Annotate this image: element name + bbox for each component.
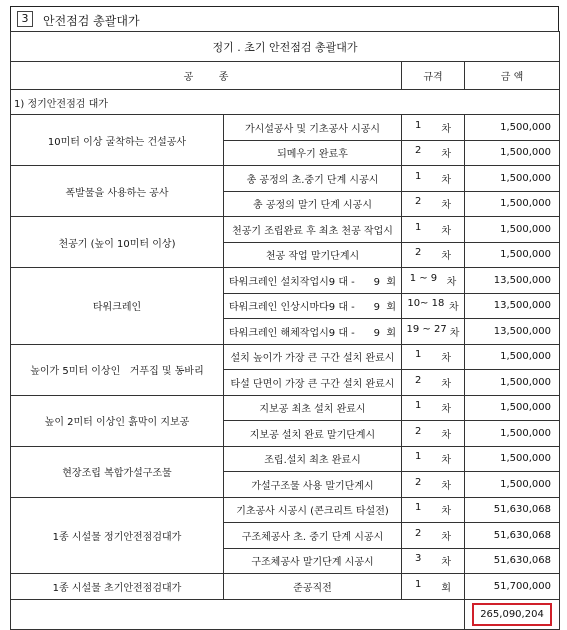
spec-unit: 차	[441, 149, 451, 161]
amount-cell: 51,630,068	[465, 548, 560, 574]
group-name: 높이 2미터 이상인 흙막이 지보공	[11, 395, 224, 446]
section-title: 안전점검 총괄대가	[43, 14, 140, 28]
step-cell: 지보공 설치 완료 말기단계시	[224, 421, 402, 447]
group-name: 천공기 (높이 10미터 이상)	[11, 217, 224, 268]
spec-count: 1	[414, 400, 422, 412]
amount-cell: 1,500,000	[465, 421, 560, 447]
spec-count: 2	[414, 247, 422, 259]
amount-cell: 1,500,000	[465, 140, 560, 166]
amount-cell: 1,500,000	[465, 166, 560, 192]
spec-unit: 차	[441, 251, 451, 263]
step-cell: 되메우기 완료후	[224, 140, 402, 166]
spec-cell	[402, 115, 465, 141]
amount-cell: 1,500,000	[465, 217, 560, 243]
spec-cell	[402, 548, 465, 574]
step-cell: 타설 단면이 가장 큰 구간 설치 완료시	[224, 370, 402, 396]
step-cell	[224, 268, 402, 294]
spec-unit: 차	[441, 174, 451, 186]
spec-count: 1	[414, 221, 422, 233]
subsection-title: 1) 정기안전점검 대가	[11, 90, 560, 115]
cost-table	[10, 31, 560, 630]
amount-cell: 1,500,000	[465, 191, 560, 217]
spec-cell	[402, 140, 465, 166]
spec-unit: 차	[446, 276, 457, 288]
step-cell: 구조체공사 말기단계 시공시	[224, 548, 402, 574]
spec-cell	[402, 242, 465, 268]
group-name: 높이가 5미터 이상인 거푸집 및 동바리	[11, 344, 224, 395]
step-text: 타워크레인 설치작업시	[229, 276, 329, 288]
spec-count: 2	[414, 425, 422, 437]
step-cell: 가설구조물 사용 말기단계시	[224, 472, 402, 498]
table-row	[11, 395, 560, 421]
amount-cell: 1,500,000	[465, 115, 560, 141]
step-cell: 설치 높이가 가장 큰 구간 설치 완료시	[224, 344, 402, 370]
spec-unit: 차	[441, 531, 451, 543]
section-header	[10, 6, 559, 32]
spec-cell	[402, 344, 465, 370]
step-cell: 지보공 최초 설치 완료시	[224, 395, 402, 421]
table-row	[11, 217, 560, 243]
spec-cell	[402, 191, 465, 217]
group-name: 1종 시설물 정기안전점검대가	[11, 497, 224, 574]
spec-cell	[402, 497, 465, 523]
spec-cell	[402, 293, 465, 319]
step-cell: 구조체공사 초. 중기 단계 시공시	[224, 523, 402, 549]
spec-count: 10~ 18	[407, 298, 445, 310]
spec-unit: 차	[441, 506, 451, 518]
amount-cell: 1,500,000	[465, 370, 560, 396]
amount-cell: 1,500,000	[465, 472, 560, 498]
table-row	[11, 268, 560, 294]
amount-cell: 1,500,000	[465, 395, 560, 421]
spec-unit: 차	[441, 480, 451, 492]
crane-qty: 9 대 -	[328, 276, 355, 288]
amount-cell: 1,500,000	[465, 344, 560, 370]
crane-times: 9 회	[373, 302, 396, 314]
table-row	[11, 344, 560, 370]
spec-cell	[402, 472, 465, 498]
header-amount: 금 액	[465, 62, 560, 90]
spec-unit: 차	[449, 302, 459, 314]
amount-cell: 51,630,068	[465, 497, 560, 523]
spec-count: 19 ~ 27	[406, 323, 447, 335]
amount-cell: 13,500,000	[465, 293, 560, 319]
step-cell: 천공 작업 말기단계시	[224, 242, 402, 268]
total-label-cell	[11, 599, 465, 629]
spec-cell	[402, 268, 465, 294]
step-cell: 총 공정의 말기 단계 시공시	[224, 191, 402, 217]
spec-count: 2	[414, 527, 422, 539]
spec-cell	[402, 166, 465, 192]
spec-count: 1	[414, 349, 422, 361]
step-cell: 가시설공사 및 기초공사 시공시	[224, 115, 402, 141]
crane-times: 9 회	[373, 276, 396, 288]
group-name: 10미터 이상 굴착하는 건설공사	[11, 115, 224, 166]
group-name: 1종 시설물 초기안전점검대가	[11, 574, 224, 600]
spec-count: 2	[414, 196, 422, 208]
header-item: 공 종	[11, 62, 402, 90]
spec-unit: 회	[441, 582, 451, 594]
spec-unit: 차	[449, 327, 460, 339]
step-cell: 준공직전	[224, 574, 402, 600]
table-row	[11, 497, 560, 523]
spec-count: 1	[414, 578, 422, 590]
table-body	[11, 115, 560, 600]
amount-cell: 13,500,000	[465, 319, 560, 345]
crane-qty: 9 대 -	[328, 302, 355, 314]
header-spec: 규격	[402, 62, 465, 90]
step-cell	[224, 319, 402, 345]
step-cell	[224, 293, 402, 319]
table-row	[11, 166, 560, 192]
step-text: 타워크레인 해체작업시	[229, 327, 329, 339]
table-row	[11, 115, 560, 141]
amount-cell: 1,500,000	[465, 446, 560, 472]
spec-cell	[402, 217, 465, 243]
amount-cell: 51,630,068	[465, 523, 560, 549]
spec-cell	[402, 446, 465, 472]
spec-count: 3	[414, 553, 422, 565]
spec-count: 1 ~ 9	[409, 272, 438, 284]
spec-unit: 차	[441, 378, 451, 390]
spec-cell	[402, 319, 465, 345]
spec-count: 1	[414, 170, 422, 182]
crane-times: 9 회	[373, 327, 396, 339]
spec-cell	[402, 395, 465, 421]
table-caption: 정기 . 초기 안전점검 총괄대가	[11, 32, 560, 62]
spec-unit: 차	[441, 429, 451, 441]
spec-cell	[402, 523, 465, 549]
amount-cell: 51,700,000	[465, 574, 560, 600]
amount-cell: 13,500,000	[465, 268, 560, 294]
spec-unit: 차	[441, 123, 451, 135]
spec-unit: 차	[441, 557, 451, 569]
spec-cell	[402, 421, 465, 447]
step-cell: 조립.설치 최초 완료시	[224, 446, 402, 472]
spec-unit: 차	[441, 404, 451, 416]
step-cell: 총 공정의 초.중기 단계 시공시	[224, 166, 402, 192]
step-text: 타워크레인 인상시마다	[229, 302, 329, 314]
spec-count: 2	[414, 374, 422, 386]
section-number: 3	[17, 11, 33, 27]
spec-count: 2	[414, 145, 422, 157]
table-row	[11, 574, 560, 600]
spec-unit: 차	[441, 455, 451, 467]
amount-cell: 1,500,000	[465, 242, 560, 268]
total-amount: 265,090,204	[472, 603, 552, 626]
group-name: 타워크레인	[11, 268, 224, 345]
spec-cell	[402, 574, 465, 600]
crane-qty: 9 대 -	[328, 327, 355, 339]
spec-count: 1	[414, 451, 422, 463]
spec-unit: 차	[441, 200, 451, 212]
spec-count: 1	[414, 502, 422, 514]
spec-unit: 차	[441, 353, 451, 365]
spec-unit: 차	[441, 225, 451, 237]
group-name: 현장조립 복합가설구조물	[11, 446, 224, 497]
spec-count: 2	[414, 476, 422, 488]
spec-cell	[402, 370, 465, 396]
group-name: 폭발물을 사용하는 공사	[11, 166, 224, 217]
total-cell	[465, 599, 560, 629]
table-row	[11, 446, 560, 472]
step-cell: 기초공사 시공시 (콘크리트 타설전)	[224, 497, 402, 523]
spec-count: 1	[414, 119, 422, 131]
step-cell: 천공기 조립완료 후 최초 천공 작업시	[224, 217, 402, 243]
